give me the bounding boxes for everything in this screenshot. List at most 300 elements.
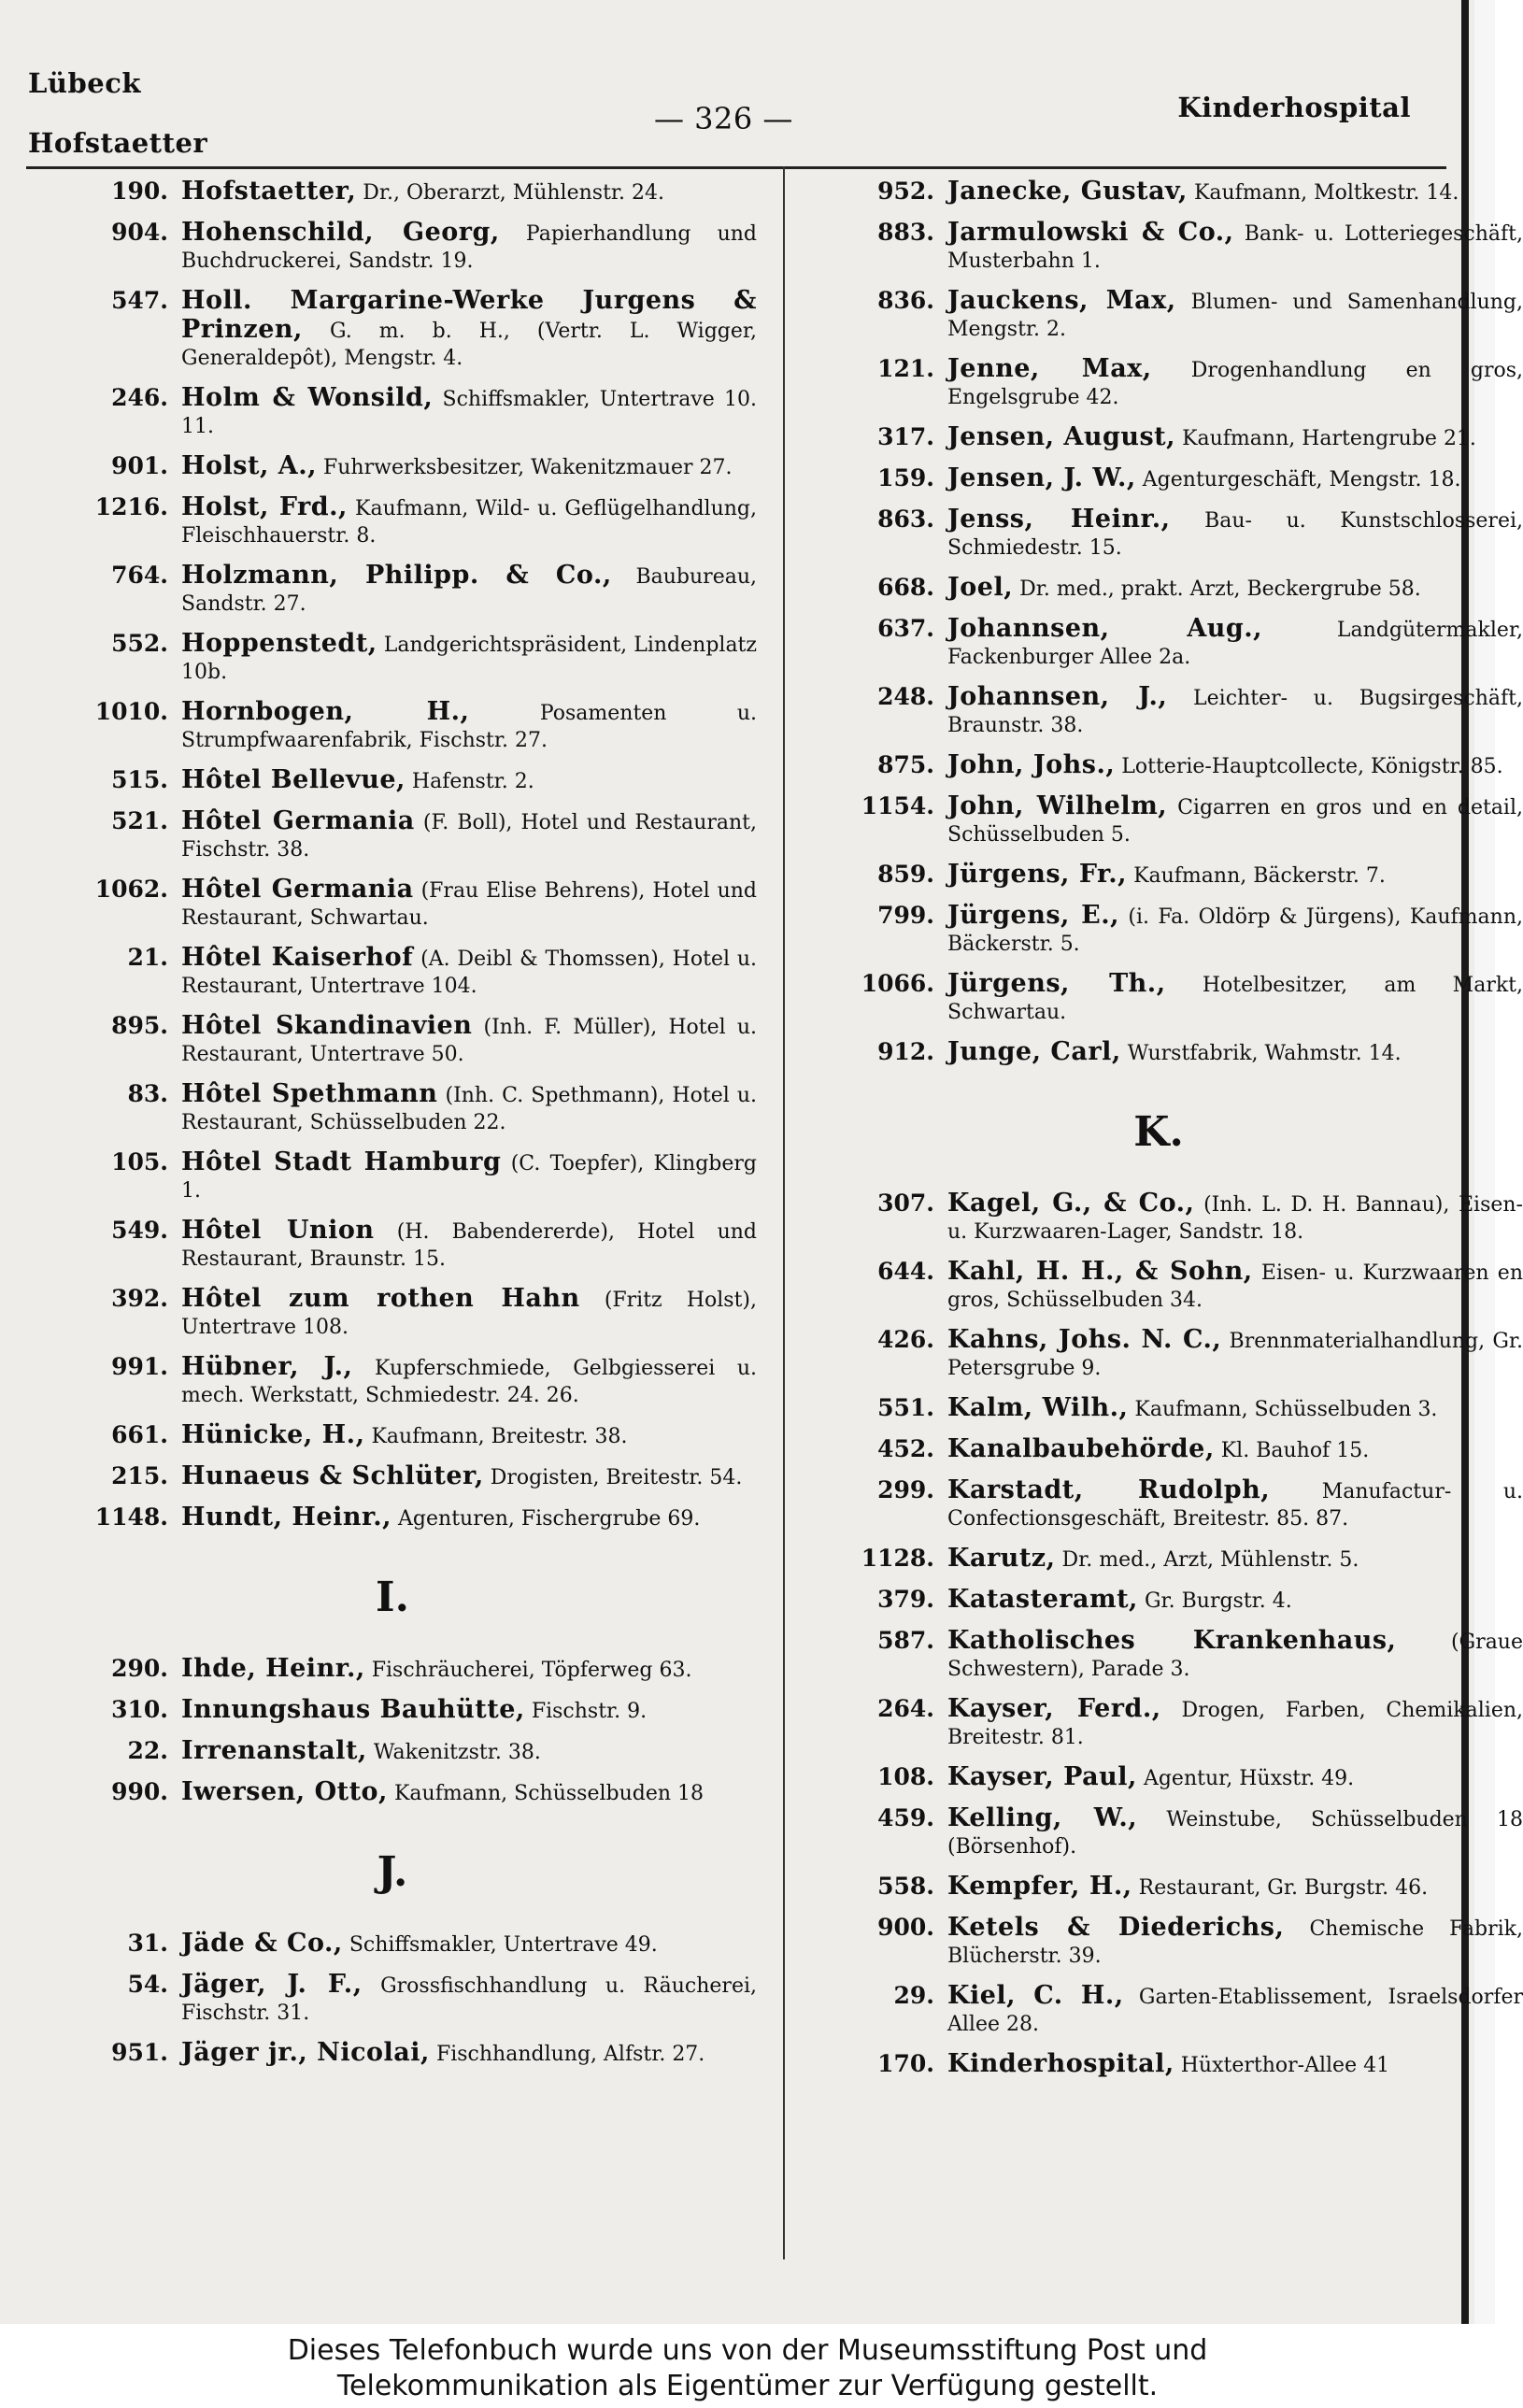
directory-entry bbox=[794, 1190, 1523, 1246]
entry-details: Weinstube, Schüsselbuden 18 (Börsenhof). bbox=[947, 1808, 1523, 1859]
entry-details: Papierhandlung und Buchdruckerei, Sandstr. 19. bbox=[181, 222, 757, 273]
header-last-entry: Kinderhospital bbox=[1177, 92, 1411, 123]
right-column bbox=[794, 178, 1523, 2091]
entry-number: 549. bbox=[111, 1217, 168, 1244]
entry-body bbox=[947, 1695, 1523, 1751]
entry-list-j2 bbox=[794, 178, 1523, 1067]
directory-entry bbox=[28, 287, 757, 372]
entry-number: 29. bbox=[893, 1982, 934, 2009]
directory-entry bbox=[28, 178, 757, 207]
directory-entry bbox=[28, 2039, 757, 2068]
entry-body bbox=[947, 1476, 1523, 1532]
entry-details: Manufactur- u. Confectionsgeschäft, Breitestr. 85. 87. bbox=[947, 1480, 1523, 1531]
entry-body bbox=[947, 355, 1523, 411]
entry-details: (Inh. L. D. H. Bannau), Eisen- u. Kurzwaaren-Lager, Sandstr. 18. bbox=[947, 1193, 1523, 1244]
entry-details: Fischhandlung, Alfstr. 27. bbox=[435, 2043, 705, 2066]
entry-body bbox=[181, 1737, 757, 1766]
entry-body bbox=[947, 1394, 1523, 1423]
entry-name: Kanalbaubehörde, bbox=[947, 1434, 1215, 1463]
entry-number: 521. bbox=[111, 807, 168, 834]
entry-number: 105. bbox=[111, 1148, 168, 1176]
entry-details: Drogisten, Breitestr. 54. bbox=[490, 1466, 743, 1489]
entry-number: 863. bbox=[877, 506, 934, 533]
entry-body bbox=[947, 423, 1523, 452]
directory-entry bbox=[28, 1655, 757, 1684]
entry-details: (F. Boll), Hotel und Restaurant, Fischstr. 38. bbox=[181, 811, 758, 862]
entry-name: Hohenschild, Georg, bbox=[181, 218, 500, 247]
directory-entry bbox=[28, 766, 757, 795]
entry-name: Katholisches Krankenhaus, bbox=[947, 1626, 1397, 1655]
entry-number: 547. bbox=[111, 287, 168, 314]
entry-number: 426. bbox=[877, 1326, 934, 1353]
entry-name: Jürgens, E., bbox=[947, 901, 1120, 930]
column-divider bbox=[783, 166, 785, 2259]
entry-body bbox=[947, 287, 1523, 343]
entry-body bbox=[181, 562, 757, 618]
footer-notice bbox=[0, 2324, 1495, 2408]
entry-details: Baubureau, Sandstr. 27. bbox=[181, 565, 757, 616]
entry-name: Kalm, Wilh., bbox=[947, 1393, 1129, 1422]
directory-entry bbox=[794, 423, 1523, 452]
directory-entry bbox=[794, 970, 1523, 1026]
directory-entry bbox=[794, 1982, 1523, 2038]
directory-entry bbox=[28, 698, 757, 754]
entry-details: Grossfischhandlung u. Räucherei, Fischstr. 31. bbox=[181, 1974, 757, 2025]
entry-body bbox=[947, 1914, 1523, 1970]
left-column bbox=[28, 178, 757, 2080]
entry-body bbox=[947, 178, 1523, 207]
entry-number: 317. bbox=[877, 423, 934, 450]
entry-number: 1066. bbox=[861, 970, 934, 997]
entry-body bbox=[181, 876, 757, 932]
entry-number: 310. bbox=[111, 1696, 168, 1723]
entry-details: G. m. b. H., (Vertr. L. Wigger, Generaldepôt), Mengstr. 4. bbox=[181, 320, 757, 370]
entry-number: 215. bbox=[111, 1462, 168, 1489]
directory-entry bbox=[794, 615, 1523, 671]
directory-entry bbox=[28, 1462, 757, 1491]
entry-number: 1062. bbox=[94, 876, 168, 903]
directory-entry bbox=[794, 1326, 1523, 1382]
entry-name: Hôtel Bellevue, bbox=[181, 765, 406, 794]
entry-name: Hôtel Union bbox=[181, 1216, 375, 1245]
directory-entry bbox=[28, 1421, 757, 1450]
entry-body bbox=[181, 1217, 757, 1273]
entry-number: 1128. bbox=[861, 1545, 934, 1572]
entry-number: 264. bbox=[877, 1695, 934, 1722]
entry-body bbox=[181, 944, 757, 1000]
directory-entry bbox=[28, 452, 757, 481]
entry-details: Hafenstr. 2. bbox=[411, 770, 534, 793]
entry-name: Kinderhospital, bbox=[947, 2049, 1174, 2078]
entry-body bbox=[947, 1545, 1523, 1574]
entry-number: 246. bbox=[111, 384, 168, 411]
directory-entry bbox=[794, 178, 1523, 207]
entry-body bbox=[181, 1462, 757, 1491]
entry-name: Karstadt, Rudolph, bbox=[947, 1475, 1271, 1504]
directory-entry bbox=[794, 1394, 1523, 1423]
directory-entry bbox=[794, 683, 1523, 739]
directory-entry bbox=[28, 1148, 757, 1204]
entry-name: Kayser, Ferd., bbox=[947, 1694, 1161, 1723]
entry-name: Jenne, Max, bbox=[947, 354, 1152, 383]
directory-entry bbox=[28, 807, 757, 863]
entry-number: 859. bbox=[877, 861, 934, 888]
directory-entry bbox=[794, 792, 1523, 848]
section-heading-j: J. bbox=[377, 1848, 408, 1896]
entry-body bbox=[947, 506, 1523, 562]
entry-number: 515. bbox=[111, 766, 168, 793]
entry-details: Drogenhandlung en gros, Engelsgrube 42. bbox=[947, 359, 1523, 409]
directory-entry bbox=[794, 1586, 1523, 1615]
directory-entry bbox=[28, 1217, 757, 1273]
entry-number: 54. bbox=[127, 1971, 168, 1998]
entry-list-j bbox=[28, 1930, 757, 2068]
directory-entry bbox=[28, 1696, 757, 1725]
directory-entry bbox=[794, 1695, 1523, 1751]
entry-details: Fuhrwerksbesitzer, Wakenitzmauer 27. bbox=[323, 456, 733, 479]
entry-number: 190. bbox=[111, 178, 168, 205]
entry-details: Bank- u. Lotteriegeschäft, Musterbahn 1. bbox=[947, 222, 1523, 273]
entry-body bbox=[181, 384, 757, 440]
entry-details: Kaufmann, Breitestr. 38. bbox=[371, 1425, 628, 1448]
directory-entry bbox=[794, 1873, 1523, 1902]
directory-entry bbox=[794, 287, 1523, 343]
entry-name: Ihde, Heinr., bbox=[181, 1654, 365, 1683]
entry-name: Johannsen, Aug., bbox=[947, 614, 1263, 643]
directory-entry bbox=[794, 1627, 1523, 1683]
directory-entry bbox=[28, 1285, 757, 1341]
entry-details: Brennmaterialhandlung, Gr. Petersgrube 9. bbox=[947, 1330, 1523, 1380]
entry-number: 900. bbox=[877, 1914, 934, 1941]
entry-name: Jauckens, Max, bbox=[947, 286, 1176, 315]
entry-details: Kaufmann, Wild- u. Geflügelhandlung, Fleischhauerstr. 8. bbox=[181, 497, 757, 548]
entry-name: John, Johs., bbox=[947, 750, 1116, 779]
entry-body bbox=[947, 1804, 1523, 1860]
entry-body bbox=[181, 219, 757, 275]
entry-details: Posamenten u. Strumpfwaarenfabrik, Fischstr. 27. bbox=[181, 702, 758, 752]
entry-number: 836. bbox=[877, 287, 934, 314]
directory-entry bbox=[28, 384, 757, 440]
entry-details: Kaufmann, Moltkestr. 14. bbox=[1193, 181, 1459, 205]
entry-details: Landgerichtspräsident, Lindenplatz 10b. bbox=[181, 634, 757, 684]
directory-entry bbox=[28, 630, 757, 686]
entry-name: Holm & Wonsild, bbox=[181, 383, 434, 412]
entry-body bbox=[947, 683, 1523, 739]
directory-entry bbox=[794, 1545, 1523, 1574]
entry-number: 299. bbox=[877, 1476, 934, 1503]
entry-details: (Inh. F. Müller), Hotel u. Restaurant, Untertrave 50. bbox=[181, 1016, 758, 1066]
entry-number: 1216. bbox=[94, 493, 168, 520]
entry-name: Jürgens, Fr., bbox=[947, 860, 1128, 889]
directory-entry bbox=[28, 1080, 757, 1136]
entry-details: Dr. med., prakt. Arzt, Beckergrube 58. bbox=[1019, 577, 1421, 601]
entry-name: Jarmulowski & Co., bbox=[947, 218, 1234, 247]
entry-details: Hüxterthor-Allee 41 bbox=[1180, 2054, 1390, 2077]
entry-number: 990. bbox=[111, 1778, 168, 1805]
entry-name: Junge, Carl, bbox=[947, 1037, 1121, 1066]
entry-number: 1010. bbox=[94, 698, 168, 725]
entry-details: (Graue Schwestern), Parade 3. bbox=[947, 1631, 1523, 1681]
entry-name: Jürgens, Th., bbox=[947, 969, 1166, 998]
entry-details: Kaufmann, Schüsselbuden 18 bbox=[393, 1782, 705, 1805]
entry-name: Karutz, bbox=[947, 1544, 1056, 1573]
footer-line-1: Dieses Telefonbuch wurde uns von der Museumsstiftung Post und bbox=[287, 2334, 1208, 2367]
entry-number: 248. bbox=[877, 683, 934, 710]
entry-details: Restaurant, Gr. Burgstr. 46. bbox=[1138, 1876, 1429, 1900]
entry-body bbox=[181, 1503, 757, 1532]
entry-body bbox=[947, 574, 1523, 603]
entry-name: Joel, bbox=[947, 573, 1014, 602]
entry-body bbox=[947, 1326, 1523, 1382]
entry-list-k bbox=[794, 1190, 1523, 2079]
entry-body bbox=[181, 1930, 757, 1959]
entry-details: (C. Toepfer), Klingberg 1. bbox=[181, 1152, 757, 1203]
entry-number: 1154. bbox=[861, 792, 934, 819]
entry-name: Jäde & Co., bbox=[181, 1929, 343, 1958]
entry-name: Kahns, Johs. N. C., bbox=[947, 1325, 1222, 1354]
entry-details: Dr. med., Arzt, Mühlenstr. 5. bbox=[1061, 1548, 1359, 1572]
directory-entry bbox=[794, 2050, 1523, 2079]
directory-entry bbox=[794, 1038, 1523, 1067]
directory-entry bbox=[794, 355, 1523, 411]
entry-number: 637. bbox=[877, 615, 934, 642]
directory-entry bbox=[794, 1476, 1523, 1532]
entry-details: Kaufmann, Hartengrube 21. bbox=[1182, 427, 1476, 450]
entry-number: 764. bbox=[111, 562, 168, 589]
entry-body bbox=[947, 1982, 1523, 2038]
entry-number: 668. bbox=[877, 574, 934, 601]
entry-name: Hôtel Spethmann bbox=[181, 1079, 438, 1108]
entry-number: 22. bbox=[127, 1737, 168, 1764]
directory-entry bbox=[28, 944, 757, 1000]
directory-entry bbox=[28, 1778, 757, 1807]
entry-body bbox=[181, 2039, 757, 2068]
entry-name: Kiel, C. H., bbox=[947, 1981, 1124, 2010]
entry-name: Holst, A., bbox=[181, 451, 317, 480]
entry-number: 661. bbox=[111, 1421, 168, 1448]
directory-entry bbox=[794, 219, 1523, 275]
entry-details: Drogen, Farben, Chemikalien, Breitestr. 81. bbox=[947, 1699, 1523, 1749]
entry-details: Blumen- und Samenhandlung, Mengstr. 2. bbox=[947, 291, 1523, 341]
directory-entry bbox=[28, 219, 757, 275]
entry-name: Hundt, Heinr., bbox=[181, 1503, 392, 1532]
entry-body bbox=[947, 970, 1523, 1026]
entry-details: (Frau Elise Behrens), Hotel und Restaurant, Schwartau. bbox=[181, 879, 757, 930]
entry-number: 991. bbox=[111, 1353, 168, 1380]
entry-details: Wurstfabrik, Wahmstr. 14. bbox=[1127, 1042, 1402, 1065]
directory-entry bbox=[794, 506, 1523, 562]
entry-name: Jäger jr., Nicolai, bbox=[181, 2038, 430, 2067]
entry-name: Jäger, J. F., bbox=[181, 1970, 363, 1999]
entry-name: Holst, Frd., bbox=[181, 492, 348, 521]
entry-number: 883. bbox=[877, 219, 934, 246]
entry-body bbox=[181, 630, 757, 686]
entry-name: Hôtel Kaiserhof bbox=[181, 943, 414, 972]
entry-name: Kagel, G., & Co., bbox=[947, 1189, 1195, 1218]
entry-name: Hornbogen, H., bbox=[181, 697, 470, 726]
entry-number: 379. bbox=[877, 1586, 934, 1613]
entry-name: Hôtel Germania bbox=[181, 875, 414, 904]
entry-body bbox=[947, 902, 1523, 958]
directory-entry bbox=[794, 1914, 1523, 1970]
entry-details: Lotterie-Hauptcollecte, Königstr. 85. bbox=[1121, 755, 1503, 778]
entry-name: Hünicke, H., bbox=[181, 1420, 365, 1449]
entry-number: 452. bbox=[877, 1435, 934, 1462]
entry-number: 912. bbox=[877, 1038, 934, 1065]
header-rule bbox=[26, 166, 1446, 169]
entry-name: Hôtel Stadt Hamburg bbox=[181, 1147, 502, 1176]
directory-entry bbox=[794, 1763, 1523, 1792]
directory-entry bbox=[28, 1930, 757, 1959]
entry-body bbox=[181, 493, 757, 549]
entry-name: Kelling, W., bbox=[947, 1803, 1138, 1832]
entry-body bbox=[181, 1285, 757, 1341]
entry-details: Dr., Oberarzt, Mühlenstr. 24. bbox=[363, 181, 664, 205]
entry-number: 551. bbox=[877, 1394, 934, 1421]
entry-list-i bbox=[28, 1655, 757, 1807]
entry-details: (H. Babendererde), Hotel und Restaurant, Braunstr. 15. bbox=[181, 1220, 757, 1271]
entry-name: Kayser, Paul, bbox=[947, 1762, 1137, 1791]
entry-body bbox=[947, 1038, 1523, 1067]
entry-body bbox=[947, 1627, 1523, 1683]
directory-entry bbox=[28, 562, 757, 618]
entry-details: Agenturen, Fischergrube 69. bbox=[398, 1507, 701, 1531]
entry-number: 21. bbox=[127, 944, 168, 971]
entry-name: Jensen, J. W., bbox=[947, 463, 1136, 492]
entry-body bbox=[947, 2050, 1523, 2079]
header-city: Lübeck bbox=[28, 67, 141, 99]
directory-entry bbox=[794, 751, 1523, 780]
entry-name: Holl. Margarine-Werke Jurgens & Prinzen, bbox=[181, 286, 757, 344]
entry-number: 875. bbox=[877, 751, 934, 778]
entry-body bbox=[947, 1435, 1523, 1464]
entry-number: 159. bbox=[877, 464, 934, 492]
section-heading-i: I. bbox=[376, 1574, 409, 1621]
entry-body bbox=[181, 698, 757, 754]
directory-entry bbox=[794, 1258, 1523, 1314]
entry-details: Landgütermakler, Fackenburger Allee 2a. bbox=[947, 619, 1523, 669]
footer-line-2: Telekommunikation als Eigentümer zur Verfügung gestellt. bbox=[336, 2370, 1159, 2402]
entry-details: Chemische Fabrik, Blücherstr. 39. bbox=[947, 1917, 1523, 1968]
entry-details: Gr. Burgstr. 4. bbox=[1144, 1589, 1292, 1613]
entry-number: 121. bbox=[877, 355, 934, 382]
entry-name: Innungshaus Bauhütte, bbox=[181, 1695, 525, 1724]
entry-body bbox=[181, 766, 757, 795]
entry-name: Holzmann, Philipp. & Co., bbox=[181, 561, 612, 590]
entry-name: Janecke, Gustav, bbox=[947, 177, 1188, 206]
entry-name: Ketels & Diederichs, bbox=[947, 1913, 1285, 1942]
directory-entry bbox=[28, 1012, 757, 1068]
entry-details: Hotelbesitzer, am Markt, Schwartau. bbox=[947, 974, 1523, 1024]
entry-number: 170. bbox=[877, 2050, 934, 2077]
entry-details: (Inh. C. Spethmann), Hotel u. Restaurant, Schüsselbuden 22. bbox=[181, 1084, 758, 1134]
directory-entry bbox=[28, 876, 757, 932]
entry-number: 644. bbox=[877, 1258, 934, 1285]
entry-details: Wakenitzstr. 38. bbox=[373, 1741, 541, 1764]
entry-details: Kupferschmiede, Gelbgiesserei u. mech. Werkstatt, Schmiedestr. 24. 26. bbox=[181, 1357, 757, 1407]
entry-body bbox=[181, 1080, 757, 1136]
entry-body bbox=[947, 464, 1523, 493]
entry-number: 392. bbox=[111, 1285, 168, 1312]
entry-name: Hôtel zum rothen Hahn bbox=[181, 1284, 580, 1313]
entry-details: Leichter- u. Bugsirgeschäft, Braunstr. 38. bbox=[947, 687, 1523, 737]
entry-body bbox=[947, 219, 1523, 275]
entry-body bbox=[181, 1655, 757, 1684]
entry-number: 904. bbox=[111, 219, 168, 246]
entry-details: Cigarren en gros und en detail, Schüsselbuden 5. bbox=[947, 796, 1523, 847]
entry-body bbox=[181, 1012, 757, 1068]
header-first-entry: Hofstaetter bbox=[28, 127, 208, 159]
entry-number: 552. bbox=[111, 630, 168, 657]
entry-body bbox=[181, 1778, 757, 1807]
entry-name: Jensen, August, bbox=[947, 422, 1176, 451]
page-number: — 326 — bbox=[654, 101, 793, 136]
entry-details: Kaufmann, Bäckerstr. 7. bbox=[1133, 864, 1386, 888]
entry-number: 1148. bbox=[94, 1503, 168, 1531]
entry-body bbox=[947, 861, 1523, 890]
entry-name: Hunaeus & Schlüter, bbox=[181, 1461, 484, 1490]
entry-details: Bau- u. Kunstschlosserei, Schmiedestr. 15. bbox=[947, 509, 1523, 560]
entry-body bbox=[947, 1586, 1523, 1615]
entry-body bbox=[181, 287, 757, 372]
entry-body bbox=[181, 1353, 757, 1409]
directory-entry bbox=[28, 1503, 757, 1532]
entry-details: Agentur, Hüxstr. 49. bbox=[1143, 1767, 1355, 1790]
entry-name: Iwersen, Otto, bbox=[181, 1777, 388, 1806]
entry-details: (A. Deibl & Thomssen), Hotel u. Restaurant, Untertrave 104. bbox=[181, 948, 758, 998]
entry-details: Schiffsmakler, Untertrave 49. bbox=[349, 1933, 658, 1957]
entry-body bbox=[181, 452, 757, 481]
entry-details: (Fritz Holst), Untertrave 108. bbox=[181, 1289, 757, 1339]
entry-details: Schiffsmakler, Untertrave 10. 11. bbox=[181, 388, 757, 438]
entry-number: 901. bbox=[111, 452, 168, 479]
entry-name: Hôtel Skandinavien bbox=[181, 1011, 473, 1040]
directory-entry bbox=[794, 1804, 1523, 1860]
entry-body bbox=[181, 1148, 757, 1204]
entry-number: 307. bbox=[877, 1190, 934, 1217]
entry-body bbox=[181, 1696, 757, 1725]
entry-body bbox=[947, 1763, 1523, 1792]
entry-body bbox=[947, 1190, 1523, 1246]
entry-details: Kl. Bauhof 15. bbox=[1220, 1439, 1370, 1462]
directory-entry bbox=[794, 574, 1523, 603]
entry-list-h bbox=[28, 178, 757, 1532]
entry-body bbox=[947, 1258, 1523, 1314]
entry-body bbox=[947, 1873, 1523, 1902]
entry-number: 587. bbox=[877, 1627, 934, 1654]
entry-body bbox=[181, 178, 757, 207]
directory-entry bbox=[794, 902, 1523, 958]
entry-number: 31. bbox=[127, 1930, 168, 1957]
entry-number: 799. bbox=[877, 902, 934, 929]
entry-details: Fischstr. 9. bbox=[531, 1700, 648, 1723]
entry-body bbox=[947, 615, 1523, 671]
entry-name: Kahl, H. H., & Sohn, bbox=[947, 1257, 1253, 1286]
entry-number: 108. bbox=[877, 1763, 934, 1790]
directory-entry bbox=[28, 493, 757, 549]
entry-number: 895. bbox=[111, 1012, 168, 1039]
entry-body bbox=[947, 751, 1523, 780]
directory-entry bbox=[28, 1971, 757, 2027]
entry-number: 952. bbox=[877, 178, 934, 205]
entry-number: 951. bbox=[111, 2039, 168, 2066]
entry-number: 558. bbox=[877, 1873, 934, 1900]
entry-details: (i. Fa. Oldörp & Jürgens), Kaufmann, Bäckerstr. 5. bbox=[947, 905, 1523, 956]
entry-name: Jenss, Heinr., bbox=[947, 505, 1171, 534]
entry-details: Garten-Etablissement, Israelsdorfer Allee 28. bbox=[947, 1986, 1523, 2036]
entry-name: Hôtel Germania bbox=[181, 806, 415, 835]
directory-entry bbox=[794, 1435, 1523, 1464]
